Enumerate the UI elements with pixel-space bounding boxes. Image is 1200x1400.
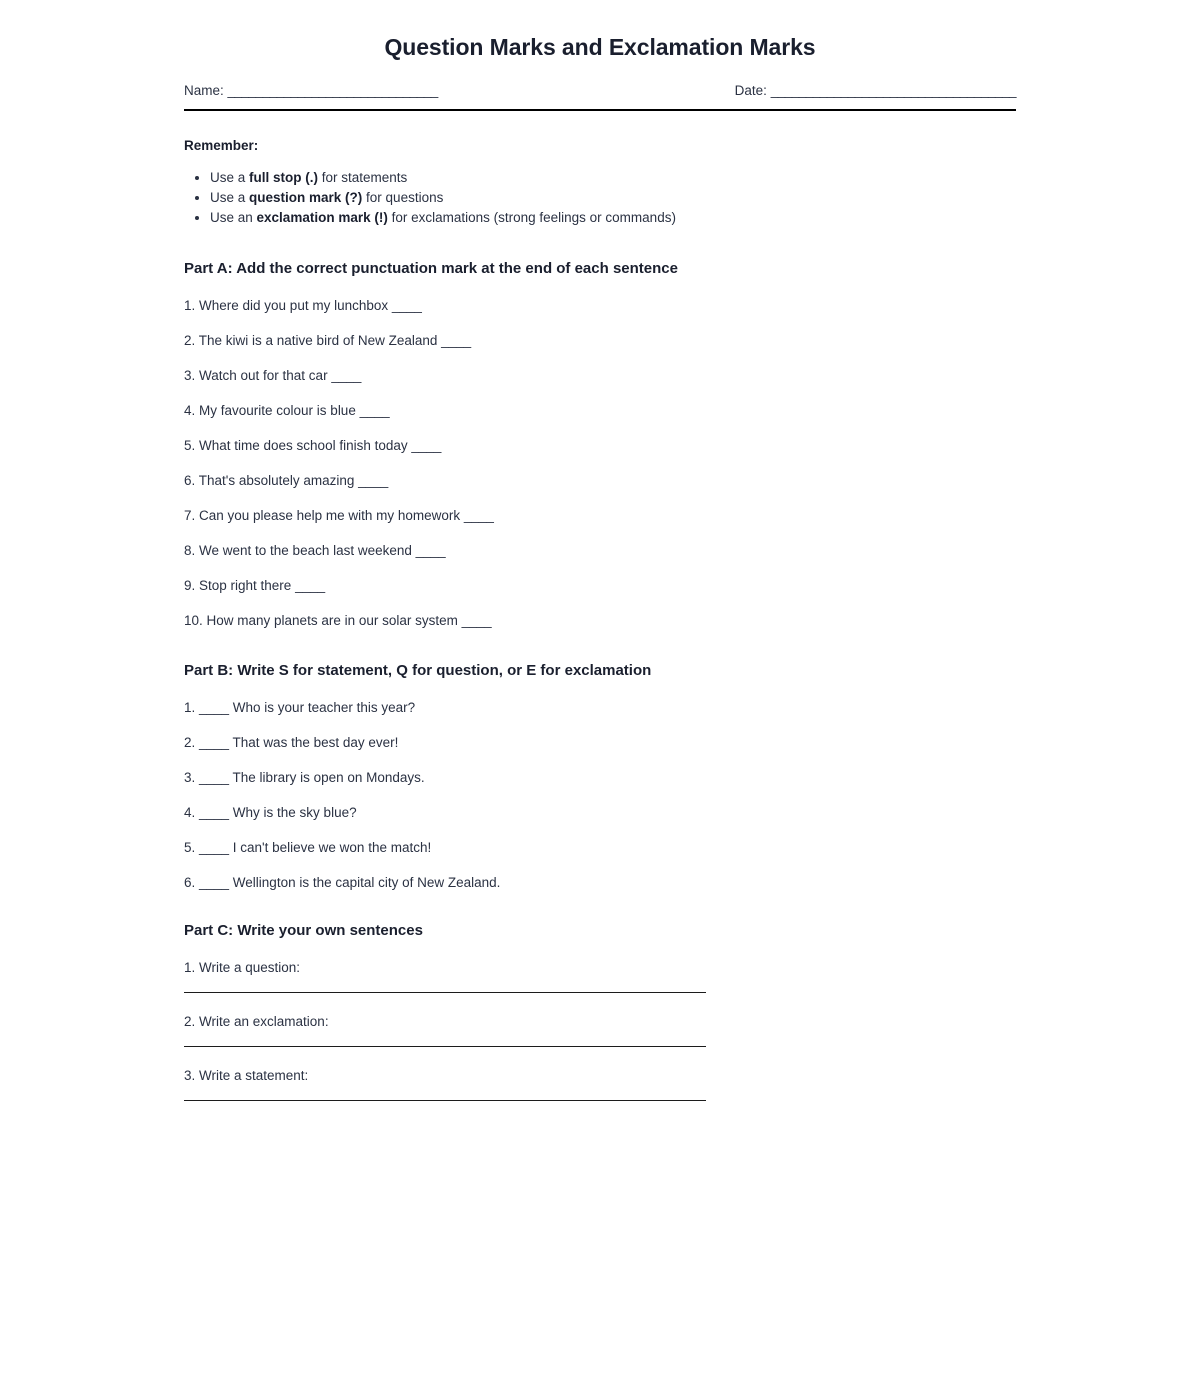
rule-text-pre: Use an <box>210 210 257 225</box>
part-a-item[interactable]: 4. My favourite colour is blue ____ <box>184 403 390 418</box>
name-date-row <box>0 82 1200 100</box>
part-c-answer-line[interactable] <box>184 992 706 993</box>
rule-text-post: for exclamations (strong feelings or commands) <box>387 210 676 225</box>
part-b-item[interactable]: 3. ____ The library is open on Mondays. <box>184 770 425 785</box>
rule-text-bold: full stop (.) <box>249 170 319 185</box>
remember-list <box>184 168 1016 228</box>
part-a-item[interactable]: 6. That's absolutely amazing ____ <box>184 473 389 488</box>
worksheet-content <box>0 137 1200 1101</box>
part-b-item[interactable]: 4. ____ Why is the sky blue? <box>184 805 357 820</box>
part-b-question-list <box>184 699 1016 892</box>
part-a-item[interactable]: 2. The kiwi is a native bird of New Zealand ____ <box>184 333 472 348</box>
page-title: Question Marks and Exclamation Marks <box>384 34 816 60</box>
date-blank-line[interactable]: ___________________________________ <box>770 83 1016 98</box>
part-c-answer-line[interactable] <box>184 1100 706 1101</box>
header-divider <box>184 109 1016 111</box>
part-a-item[interactable]: 9. Stop right there ____ <box>184 578 326 593</box>
part-b-item[interactable]: 5. ____ I can't believe we won the match! <box>184 840 432 855</box>
rule-text-bold: exclamation mark (!) <box>256 210 388 225</box>
part-a-item[interactable]: 8. We went to the beach last weekend ____ <box>184 543 446 558</box>
part-a-item[interactable]: 10. How many planets are in our solar system ____ <box>184 613 492 628</box>
part-c-group <box>184 1067 1016 1101</box>
part-c-prompt-list <box>184 959 1016 1101</box>
part-b-item[interactable]: 1. ____ Who is your teacher this year? <box>184 700 416 715</box>
part-c-prompt: 2. Write an exclamation: <box>184 1014 329 1029</box>
rule-text-post: for statements <box>318 170 408 185</box>
rule-text-bold: question mark (?) <box>249 190 363 205</box>
rule-text-pre: Use a <box>210 190 250 205</box>
part-b-item[interactable]: 2. ____ That was the best day ever! <box>184 735 399 750</box>
name-field[interactable] <box>184 82 735 100</box>
part-c-prompt: 1. Write a question: <box>184 960 301 975</box>
part-c-prompt: 3. Write a statement: <box>184 1068 309 1083</box>
list-item <box>210 188 1016 208</box>
part-a-heading: Part A: Add the correct punctuation mark at the end of each sentence <box>184 260 678 277</box>
part-a-item[interactable]: 3. Watch out for that car ____ <box>184 368 362 383</box>
list-item <box>210 168 1016 188</box>
part-b-heading: Part B: Write S for statement, Q for question, or E for exclamation <box>184 662 652 679</box>
part-a-item[interactable]: 5. What time does school finish today ____ <box>184 438 442 453</box>
part-c-group <box>184 959 1016 993</box>
part-a-question-list <box>184 297 1016 630</box>
name-blank-line[interactable]: ______________________________ <box>227 83 438 98</box>
part-b-item[interactable]: 6. ____ Wellington is the capital city of New Zealand. <box>184 875 501 890</box>
name-label: Name: <box>184 83 224 98</box>
date-field[interactable] <box>735 82 1016 100</box>
rule-text-post: for questions <box>362 190 444 205</box>
remember-heading: Remember: <box>184 138 259 153</box>
part-c-heading: Part C: Write your own sentences <box>184 922 423 939</box>
rule-text-pre: Use a <box>210 170 250 185</box>
list-item <box>210 208 1016 228</box>
part-a-item[interactable]: 7. Can you please help me with my homework ____ <box>184 508 494 523</box>
part-c-group <box>184 1013 1016 1047</box>
part-a-item[interactable]: 1. Where did you put my lunchbox ____ <box>184 298 422 313</box>
part-c-answer-line[interactable] <box>184 1046 706 1047</box>
date-label: Date: <box>734 83 767 98</box>
